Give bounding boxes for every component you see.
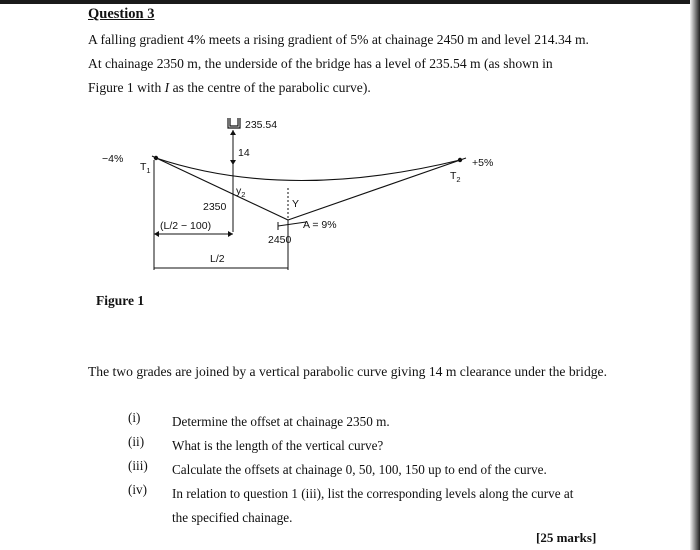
half-minus-arrow-left bbox=[154, 231, 159, 237]
t2-label: $T_2$ bbox=[450, 170, 461, 184]
question-heading: Question 3 bbox=[88, 6, 155, 22]
question-part-iv bbox=[128, 482, 608, 530]
part-number: (iv) bbox=[128, 482, 148, 497]
bridge-icon bbox=[228, 118, 240, 128]
part-number: (iii) bbox=[128, 458, 148, 473]
part-number: (ii) bbox=[128, 434, 145, 449]
part-text-line-1: In relation to question 1 (iii), list the corresponding levels along the curve at bbox=[172, 486, 574, 501]
intro-line-3-symbol: I bbox=[164, 80, 170, 95]
clearance-statement: The two grades are joined by a vertical parabolic curve giving 14 m clearance under the bridge. bbox=[88, 364, 607, 379]
part-text: Determine the offset at chainage 2350 m. bbox=[172, 414, 390, 429]
clearance-label: 14 bbox=[238, 147, 250, 159]
algebraic-difference-label: A = 9% bbox=[303, 219, 337, 231]
top-edge bbox=[0, 0, 700, 4]
part-text bbox=[172, 482, 608, 530]
parabolic-curve bbox=[156, 158, 460, 181]
chainage-2450-label: 2450 bbox=[268, 234, 292, 246]
half-length-label: L/2 bbox=[210, 253, 225, 265]
clearance-arrow-top bbox=[230, 130, 236, 135]
bridge-level-label: 235.54 bbox=[245, 119, 278, 131]
grade-right-label: +5% bbox=[472, 157, 494, 169]
marks-label: [25 marks] bbox=[536, 530, 597, 545]
grade-left-label: −4% bbox=[102, 153, 124, 165]
question-part-iii bbox=[128, 458, 608, 482]
half-minus-label: (L/2 − 100) bbox=[160, 220, 212, 232]
t1-label: $T_1$ bbox=[140, 161, 151, 175]
intro-line-1: A falling gradient 4% meets a rising gradient of 5% at chainage 2450 m and level 214.34 m. bbox=[88, 32, 589, 47]
offset-y2-label: $y_2$ bbox=[236, 185, 246, 199]
half-minus-arrow-right bbox=[228, 231, 233, 237]
t2-point bbox=[458, 158, 462, 162]
right-edge-shadow bbox=[690, 0, 700, 550]
part-text-line-2: the specified chainage. bbox=[172, 510, 293, 525]
part-number: (i) bbox=[128, 410, 141, 425]
algebraic-difference-marker bbox=[278, 222, 306, 230]
t1-point bbox=[154, 156, 158, 160]
question-part-ii bbox=[128, 434, 608, 458]
question-parts bbox=[128, 410, 608, 530]
intro-line-2: At chainage 2350 m, the underside of the bridge has a level of 235.54 m (as shown in bbox=[88, 56, 553, 71]
chainage-2350-label: 2350 bbox=[203, 201, 227, 213]
intro-line-3b: as the centre of the parabolic curve). bbox=[172, 80, 371, 95]
rising-grade-line bbox=[288, 158, 466, 220]
part-text: Calculate the offsets at chainage 0, 50, 100, 150 up to end of the curve. bbox=[172, 462, 547, 477]
figure-caption: Figure 1 bbox=[96, 293, 145, 308]
clearance-arrow-bottom bbox=[230, 160, 236, 165]
question-part-i bbox=[128, 410, 608, 434]
offset-Y-label: Y bbox=[292, 198, 300, 210]
figure-1-diagram bbox=[100, 110, 520, 280]
question-intro bbox=[88, 28, 633, 100]
intro-line-3a: Figure 1 with bbox=[88, 80, 162, 95]
part-text: What is the length of the vertical curve? bbox=[172, 438, 384, 453]
